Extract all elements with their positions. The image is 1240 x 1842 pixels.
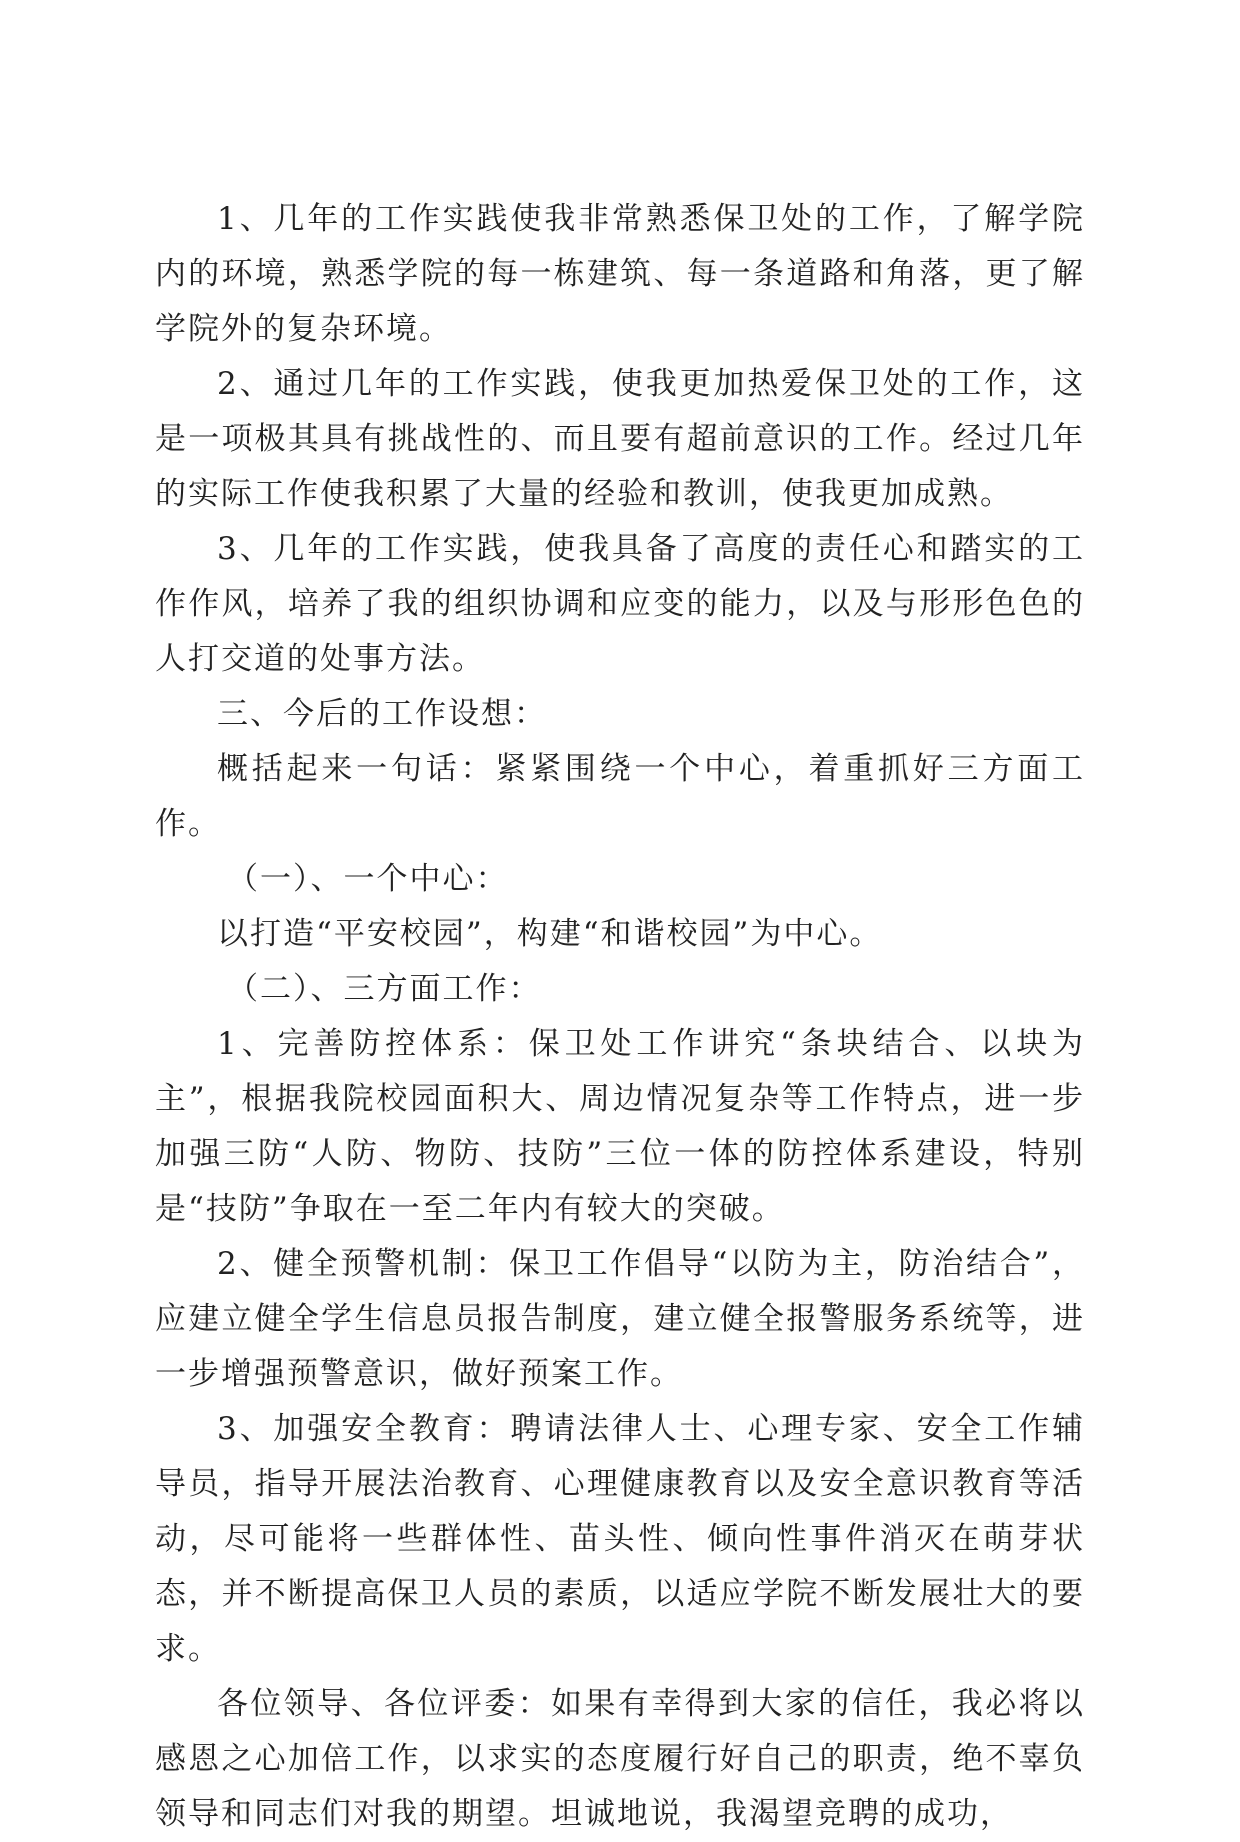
paragraph-closing: 各位领导、各位评委：如果有幸得到大家的信任，我必将以感恩之心加倍工作，以求实的态度履行好自己的职责，绝不辜负领导和同志们对我的期望。坦诚地说，我渴望竞聘的成功， (155, 1686, 1085, 1832)
paragraph-aspect-2: 2、健全预警机制：保卫工作倡导“以防为主，防治结合”，应建立健全学生信息员报告制度，建立健全报警服务系统等，进一步增强预警意识，做好预案工作。 (155, 1246, 1085, 1392)
section-heading-future-plans: 三、今后的工作设想： (217, 696, 547, 732)
paragraph-aspect-3: 3、加强安全教育：聘请法律人士、心理专家、安全工作辅导员，指导开展法治教育、心理健康教育以及安全意识教育等活动，尽可能将一些群体性、苗头性、倾向性事件消灭在萌芽状态，并不断提高保卫人员的素质，以适应学院不断发展壮大的要求。 (155, 1411, 1085, 1667)
paragraph-center-goal: 以打造“平安校园”，构建“和谐校园”为中心。 (217, 916, 883, 952)
document-body (155, 192, 1085, 1842)
subheading-one-center: （一）、一个中心： (227, 861, 509, 897)
paragraph-aspect-1: 1、完善防控体系：保卫处工作讲究“条块结合、以块为主”，根据我院校园面积大、周边情况复杂等工作特点，进一步加强三防“人防、物防、技防”三位一体的防控体系建设，特别是“技防”争取在一至二年内有较大的突破。 (155, 1026, 1085, 1227)
paragraph-experience-2: 2、通过几年的工作实践，使我更加热爱保卫处的工作，这是一项极其具有挑战性的、而且要有超前意识的工作。经过几年的实际工作使我积累了大量的经验和教训，使我更加成熟。 (155, 366, 1085, 512)
paragraph-experience-3: 3、几年的工作实践，使我具备了高度的责任心和踏实的工作作风，培养了我的组织协调和应变的能力，以及与形形色色的人打交道的处事方法。 (155, 531, 1085, 677)
paragraph-summary: 概括起来一句话：紧紧围绕一个中心，着重抓好三方面工作。 (155, 751, 1085, 842)
subheading-three-aspects: （二）、三方面工作： (227, 971, 542, 1007)
paragraph-experience-1: 1、几年的工作实践使我非常熟悉保卫处的工作，了解学院内的环境，熟悉学院的每一栋建筑、每一条道路和角落，更了解学院外的复杂环境。 (155, 201, 1085, 347)
